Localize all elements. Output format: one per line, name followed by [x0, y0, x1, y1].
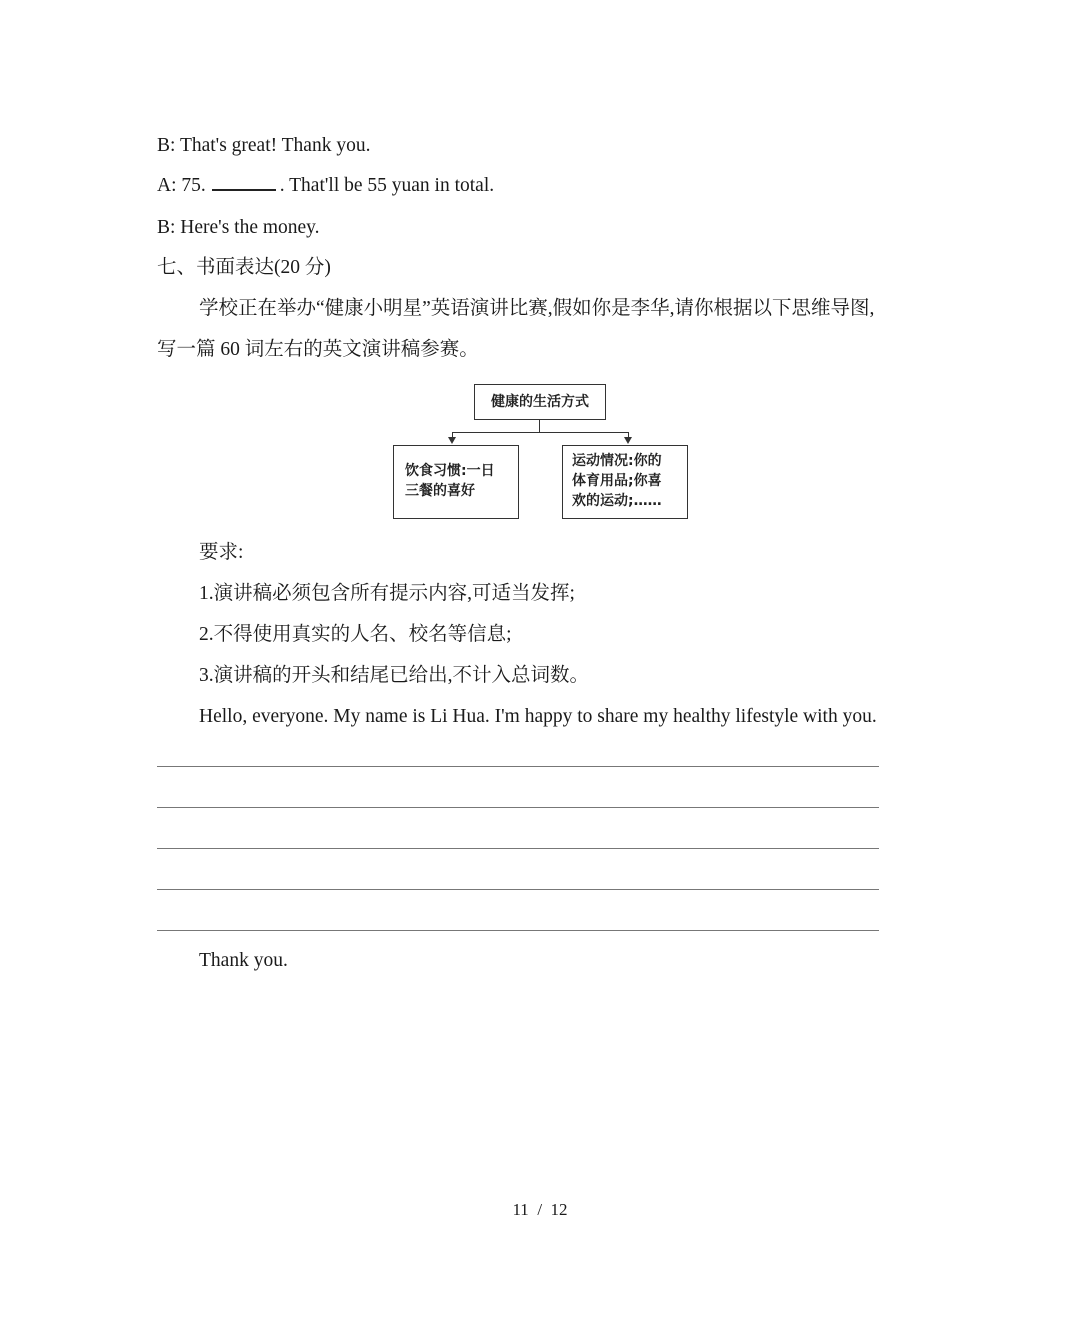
- mindmap-sports-box: [562, 445, 688, 519]
- dialogue-line-3: B: Here's the money.: [157, 217, 320, 238]
- mindmap-diet-box: [393, 445, 519, 519]
- connector-bar: [452, 432, 629, 433]
- writing-line[interactable]: [157, 930, 879, 931]
- dialogue-line-2-suffix: . That'll be 55 yuan in total.: [279, 175, 495, 196]
- section-heading: 七、书面表达(20 分): [157, 257, 331, 278]
- prompt-line-1: 学校正在举办“健康小明星”英语演讲比赛,假如你是李华,请你根据以下思维导图,: [199, 298, 875, 319]
- page-total: 12: [550, 1200, 568, 1219]
- dialogue-line-2-prefix: A: 75.: [157, 175, 206, 196]
- requirement-3: 3.演讲稿的开头和结尾已给出,不计入总词数。: [199, 665, 590, 686]
- requirements-title: 要求:: [199, 542, 244, 563]
- speech-closing: Thank you.: [199, 950, 288, 971]
- writing-line[interactable]: [157, 766, 879, 767]
- dialogue-line-1: B: That's great! Thank you.: [157, 135, 371, 156]
- page-current: 11: [512, 1200, 529, 1219]
- arrow-down-icon: [624, 437, 632, 444]
- mindmap-root: [474, 384, 606, 420]
- sports-line-3: 欢的运动;……: [572, 493, 662, 509]
- dialogue-line-2: [157, 174, 494, 198]
- mindmap-root-label: 健康的生活方式: [491, 394, 589, 410]
- requirement-2: 2.不得使用真实的人名、校名等信息;: [199, 624, 512, 645]
- page-separator: /: [537, 1200, 543, 1219]
- answer-blank[interactable]: [212, 175, 276, 191]
- diet-line-2: 三餐的喜好: [405, 483, 475, 499]
- sports-line-2: 体育用品;你喜: [572, 473, 662, 489]
- diet-line-1: 饮食习惯:一日: [405, 463, 495, 479]
- page-number: [0, 1200, 1080, 1220]
- prompt-line-2: 写一篇 60 词左右的英文演讲稿参赛。: [157, 339, 479, 360]
- requirement-1: 1.演讲稿必须包含所有提示内容,可适当发挥;: [199, 583, 575, 604]
- writing-line[interactable]: [157, 889, 879, 890]
- writing-line[interactable]: [157, 807, 879, 808]
- sports-line-1: 运动情况:你的: [572, 453, 662, 469]
- arrow-down-icon: [448, 437, 456, 444]
- writing-line[interactable]: [157, 848, 879, 849]
- speech-opening: Hello, everyone. My name is Li Hua. I'm happy to share my healthy lifestyle with you.: [199, 706, 877, 727]
